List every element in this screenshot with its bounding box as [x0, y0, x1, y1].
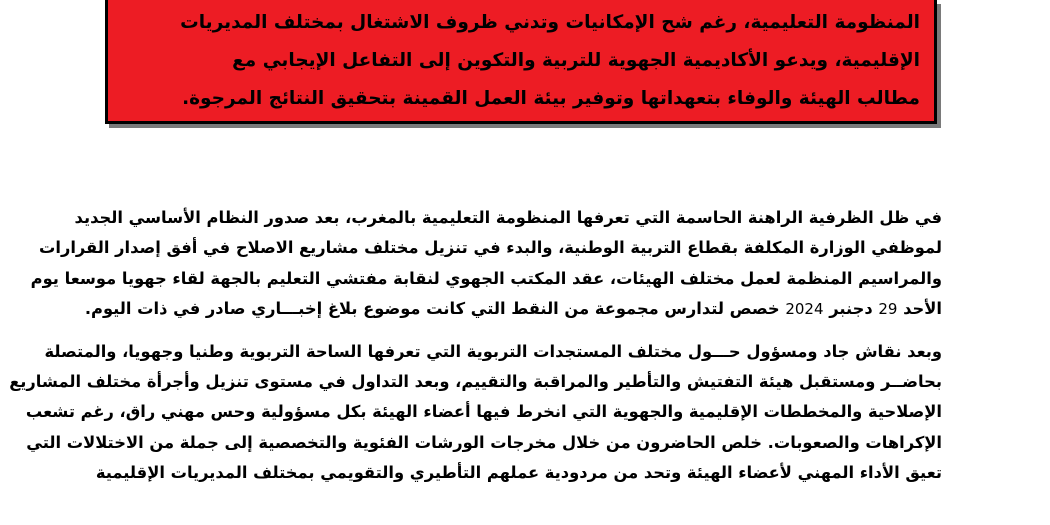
- paragraph-1-line-2: لموظفي الوزارة المكلفة بقطاع التربية الوطنية، والبدء في تنزيل مختلف مشاريع الاصلاح في أفق إصدار القرارات: [39, 238, 942, 258]
- meeting-day-number: 29: [878, 300, 898, 319]
- paragraph-1-line-1: في ظل الظرفية الراهنة الحاسمة التي تعرفها المنظومة التعليمية بالمغرب، بعد صدور النظام الأساسي الجديد: [74, 208, 942, 227]
- paragraph-2-line-5: تعيق الأداء المهني لأعضاء الهيئة وتحد من مردودية عملهم التأطيري والتقويمي بمختلف المديريات الإقليمية: [95, 463, 942, 483]
- meeting-month: دجنبر: [829, 299, 873, 319]
- paragraph-2-line-2: بحاضــر ومستقبل هيئة التفتيش والتأطير والمراقبة والتقييم، وبعد التداول في مستوى تنزيل وأجرأة مختلف المشاريع: [9, 372, 942, 392]
- paragraph-2-line-1: وبعد نقاش جاد ومسؤول حـــول مختلف المستجدات التربوية التي تعرفها الساحة التربوية وطنيا وجهويا، والمتصلة: [44, 341, 942, 361]
- paragraph-2-line-3: الإصلاحية والمخططات الإقليمية والجهوية التي انخرط فيها أعضاء الهيئة بكل مسؤولية وحس مهني راق، رغم تشعب: [25, 402, 942, 422]
- meeting-day-name: الأحد: [903, 299, 942, 319]
- paragraph-2-line-4: الإكراهات والصعوبات. خلص الحاضرون من خلال مخرجات الورشات الفئوية والتخصصية إلى جملة من الاختلالات التي: [26, 432, 942, 452]
- notice-line-2: الإقليمية، ويدعو الأكاديمية الجهوية للتربية والتكوين إلى التفاعل الإيجابي مع: [232, 50, 920, 71]
- paragraph-1-line-4: [84, 294, 942, 324]
- notice-line-1: المنظومة التعليمية، رغم شح الإمكانيات وتدني ظروف الاشتغال بمختلف المديريات: [180, 12, 920, 33]
- paragraph-2: [9, 337, 942, 483]
- paragraph-1: [30, 203, 942, 325]
- notice-line-3: مطالب الهيئة والوفاء بتعهداتها وتوفير بيئة العمل القمينة بتحقيق النتائج المرجوة.: [182, 88, 920, 109]
- paragraph-1-line-4-rest: خصص لتدارس مجموعة من النقط التي كانت موضوع بلاغ إخبـــاري صادر في ذات اليوم.: [84, 299, 780, 319]
- article-body: [9, 203, 942, 483]
- paragraph-1-line-3: والمراسيم المنظمة لعمل مختلف الهيئات، عقد المكتب الجهوي لنقابة مفتشي التعليم بالجهة لقاء جهويا موسعا يوم: [30, 268, 942, 288]
- highlighted-notice-box: [105, 0, 937, 124]
- meeting-year: 2024: [785, 300, 824, 319]
